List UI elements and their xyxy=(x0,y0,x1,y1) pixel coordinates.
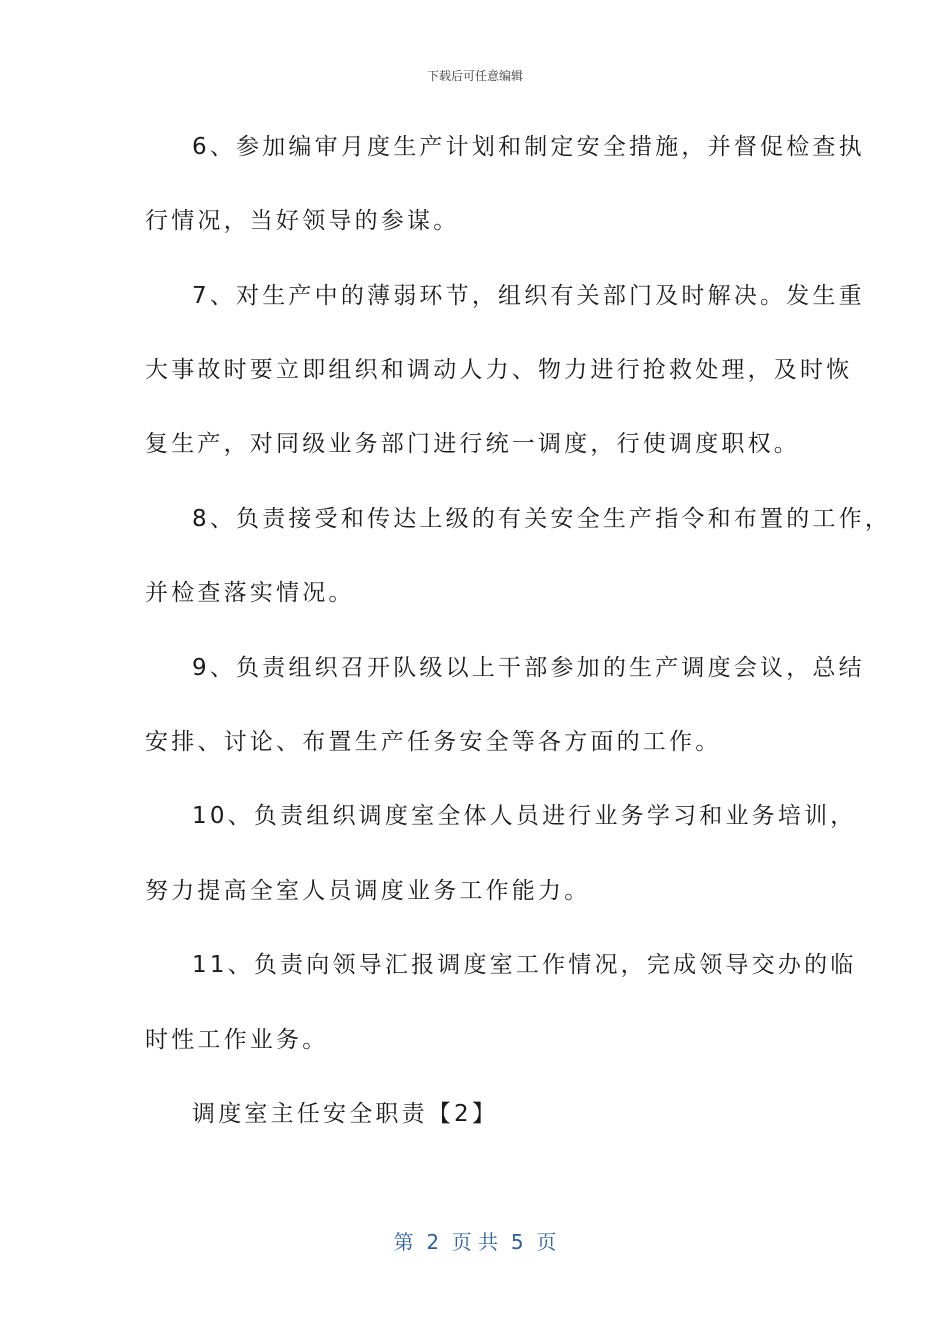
paragraph-line: 8、负责接受和传达上级的有关安全生产指令和布置的工作， xyxy=(192,506,892,532)
paragraph-line: 10、负责组织调度室全体人员进行业务学习和业务培训， xyxy=(192,803,857,829)
paragraph-line: 6、参加编审月度生产计划和制定安全措施，并督促检查执 xyxy=(192,134,865,160)
paragraph-line: 努力提高全室人员调度业务工作能力。 xyxy=(145,878,591,904)
paragraph-line: 时性工作业务。 xyxy=(145,1027,329,1053)
paragraph-line: 大事故时要立即组织和调动人力、物力进行抢救处理，及时恢 xyxy=(145,357,853,383)
paragraph-line: 7、对生产中的薄弱环节，组织有关部门及时解决。发生重 xyxy=(192,283,865,309)
paragraph-line: 复生产，对同级业务部门进行统一调度，行使调度职权。 xyxy=(145,431,800,457)
paragraph-line: 9、负责组织召开队级以上干部参加的生产调度会议，总结 xyxy=(192,655,865,681)
page-header: 下载后可任意编辑 xyxy=(426,69,523,83)
paragraph-line: 11、负责向领导汇报调度室工作情况，完成领导交办的临 xyxy=(192,952,857,978)
section-heading: 调度室主任安全职责【2】 xyxy=(192,1101,499,1127)
page-footer: 第 2 页 共 5 页 xyxy=(393,1230,557,1254)
paragraph-line: 并检查落实情况。 xyxy=(145,580,355,606)
paragraph-line: 行情况，当好领导的参谋。 xyxy=(145,208,460,234)
paragraph-line: 安排、讨论、布置生产任务安全等各方面的工作。 xyxy=(145,729,722,755)
